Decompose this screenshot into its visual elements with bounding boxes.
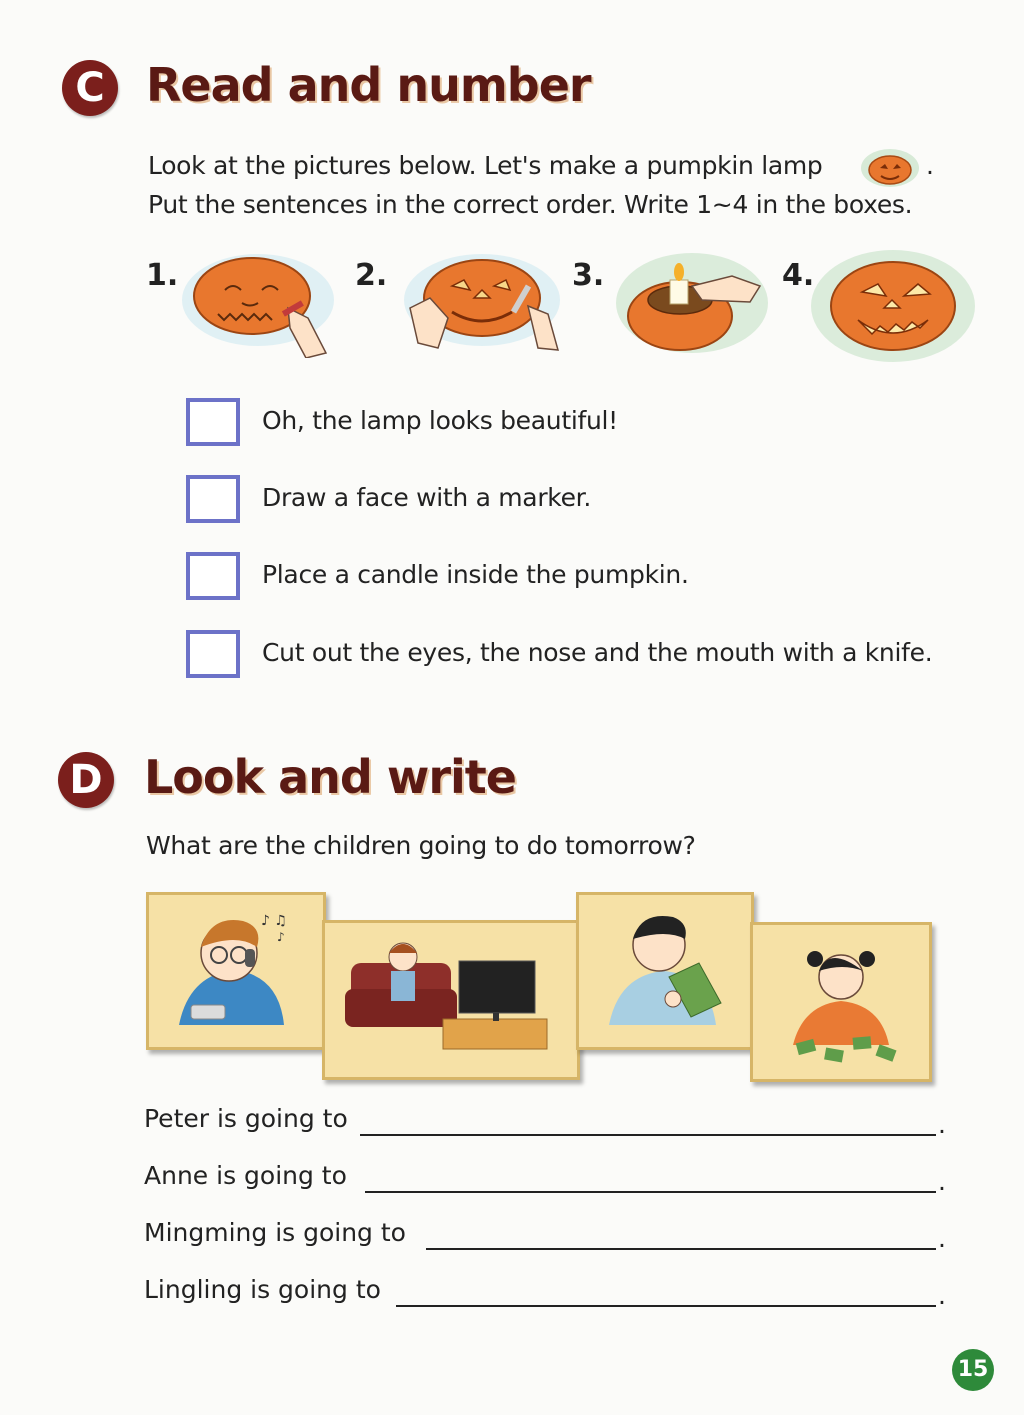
order-box-4[interactable] xyxy=(186,630,240,678)
picture-listening-to-music xyxy=(146,892,326,1050)
answer-blank-anne[interactable] xyxy=(365,1191,936,1193)
section-d-badge: D xyxy=(58,752,114,808)
ordering-sentence-4: Cut out the eyes, the nose and the mouth with a knife. xyxy=(262,638,933,667)
section-c-instruction-line2: Put the sentences in the correct order. Write 1~4 in the boxes. xyxy=(148,190,913,219)
answer-blank-lingling[interactable] xyxy=(396,1305,936,1307)
step-4-number: 4. xyxy=(782,258,815,293)
sentence-anne: Anne is going to xyxy=(144,1161,347,1190)
order-box-2[interactable] xyxy=(186,475,240,523)
picture-playing-cards xyxy=(750,922,932,1082)
instruction-text: Look at the pictures below. Let's make a pumpkin lamp xyxy=(148,151,823,180)
ordering-sentence-2: Draw a face with a marker. xyxy=(262,483,592,512)
boy-headphones-icon xyxy=(149,895,323,1047)
instruction-line1-end: . xyxy=(926,151,934,180)
pumpkin-drawing-face-image xyxy=(180,248,340,358)
sentence-mingming-end: . xyxy=(938,1224,946,1253)
pumpkin-lamp-icon xyxy=(860,148,920,188)
step-1-number: 1. xyxy=(146,258,179,293)
answer-blank-peter[interactable] xyxy=(360,1134,936,1136)
step-3-number: 3. xyxy=(572,258,605,293)
section-c-title: Read and number xyxy=(146,58,591,112)
ordering-sentence-3: Place a candle inside the pumpkin. xyxy=(262,560,689,589)
page-number-badge: 15 xyxy=(952,1349,994,1391)
sentence-lingling: Lingling is going to xyxy=(144,1275,381,1304)
svg-text:♪ ♫: ♪ ♫ xyxy=(261,913,287,929)
svg-text:♪: ♪ xyxy=(277,930,285,944)
ordering-sentence-1: Oh, the lamp looks beautiful! xyxy=(262,406,618,435)
order-box-1[interactable] xyxy=(186,398,240,446)
sentence-lingling-end: . xyxy=(938,1281,946,1310)
girl-cards-icon xyxy=(753,925,929,1079)
section-c-instruction-line1 xyxy=(148,146,822,185)
picture-watching-tv xyxy=(322,920,580,1080)
sentence-anne-end: . xyxy=(938,1167,946,1196)
section-c-badge: C xyxy=(62,60,118,116)
section-d-question: What are the children going to do tomorrow? xyxy=(146,831,696,860)
sentence-peter-end: . xyxy=(938,1110,946,1139)
girl-sofa-tv-icon xyxy=(325,923,577,1077)
boy-reading-icon xyxy=(579,895,751,1047)
step-2-number: 2. xyxy=(355,258,388,293)
order-box-3[interactable] xyxy=(186,552,240,600)
pumpkin-candle-image xyxy=(612,248,772,358)
pumpkin-cutting-image xyxy=(400,248,565,358)
picture-reading-book xyxy=(576,892,754,1050)
answer-blank-mingming[interactable] xyxy=(426,1248,936,1250)
sentence-peter: Peter is going to xyxy=(144,1104,348,1133)
pumpkin-lamp-finished-image xyxy=(808,246,978,366)
sentence-mingming: Mingming is going to xyxy=(144,1218,406,1247)
section-d-title: Look and write xyxy=(144,750,516,804)
